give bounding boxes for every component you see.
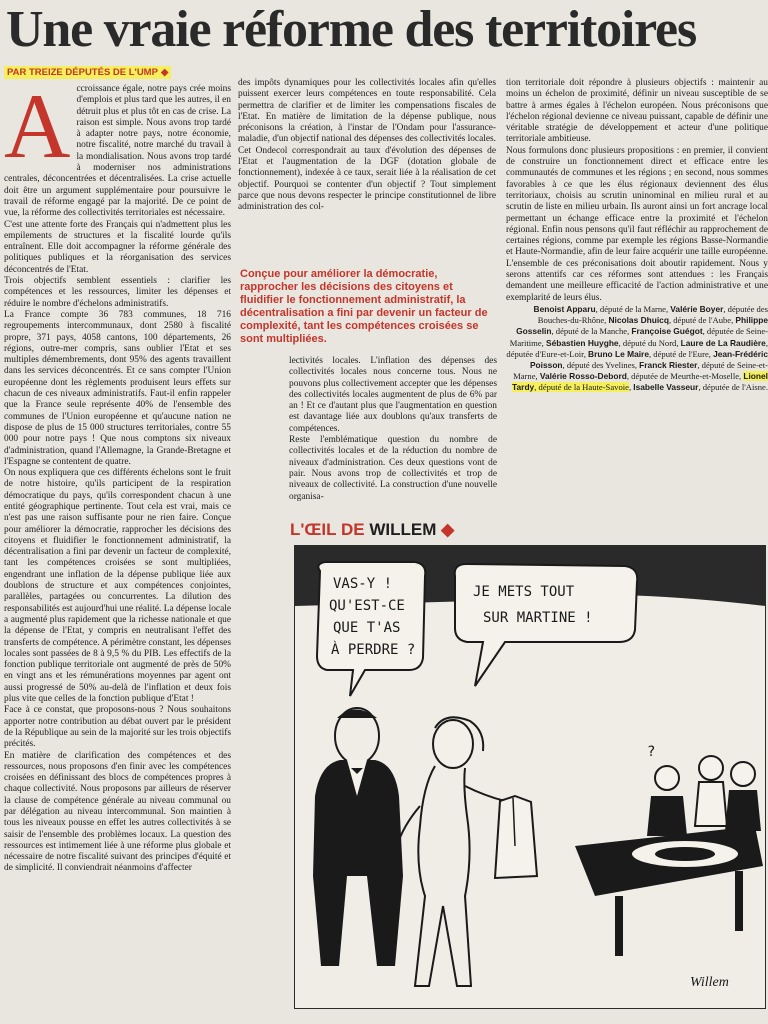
signer-name: Valérie Rosso-Debord	[539, 371, 627, 382]
drop-cap: A	[4, 84, 71, 177]
bubble-line: JE METS TOUT	[473, 584, 575, 600]
paragraph: ccroissance égale, notre pays crée moins d'emplois et plus tard que les autres, il en détruit plus et plus tôt en cas de crise. La raison est simple. Nous avons trop tardé à adapter notre pays, notre économie, notre fiscalité, notre marché du travail à la mondialisation. Nous avons trop tardé à moderniser nos administrations centrales, déconcentrées et décentralisées. La crise actuelle doit être un argument supplémentaire pour poursuivre le travail de réforme engagé par la majorité. De ce point de vue, la réforme des collectivités territoriales est nécessaire.	[4, 84, 231, 219]
cartoon-panel	[294, 545, 766, 1009]
signer-role: , députée des Bouches-du-Rhône,	[537, 303, 768, 326]
jacket-icon	[495, 796, 537, 878]
bubble-line: À PERDRE ?	[331, 642, 416, 658]
gamblers	[647, 756, 761, 836]
paragraph: Nous formulons donc plusieurs propositions : en premier, il convient de construire un fonctionnement direct et efficace entre les communautés de communes et les régions ; en second, nous sommes favorables à ce que les élus régionaux deviennent des élus territoriaux, choisis au scrutin uninominal en milieu rural et au scrutin de liste en milieu urbain. Ils auront ainsi un fort ancrage local permettant un échange efficace entre la proximité et l'échelon régional. Enfin nous pensons qu'il faut réfléchir au rapprochement de certaines régions, comme par exemple les régions Basse-Normandie et Haute-Normandie, afin de leur faire acquérir une taille européenne. L'ensemble de ces préconisations doit aboutir rapidement. Nous y serons attentifs car ces réformes sont attendues : les Français demandent une meilleure efficacité de l'action administrative et une exemplarité de leurs élus.	[506, 145, 768, 303]
bubble-line: QUE T'AS	[333, 620, 401, 636]
paragraph: Reste l'emblématique question du nombre de collectivités locales et de la réduction du nombre de niveaux d'administration. Ces deux questions vont de pair. Nous avons trop de collectivités et trop de niveaux de collectivité. La construction d'une nouvelle organisa-	[289, 435, 497, 502]
signer-name: Laure de La Raudière	[680, 337, 766, 348]
paragraph: des impôts dynamiques pour les collectivités locales afin qu'elles puissent exercer leurs compétences en toute responsabilité. Cela permettra de clarifier et de limiter les compensations fiscales de l'Etat. En matière de limitation de la dépense publique, nous préconisons la création, à l'instar de l'Ondam pour l'assurance-maladie, d'un objectif national des dépenses des collectivités locales. Cet Ondecol correspondrait au taux d'évolution des dépenses de l'Etat et l'augmentation de la DGF (dotation globale de fonctionnement), indexée à ce taux, serait liée à la réalisation de cet objectif. Pourquoi se contenter d'un objectif ? Tout simplement parce que nous devons respecter le principe constitutionnel de libre administration des col-	[238, 78, 496, 213]
signer-role: , députée de Meurthe-et-Moselle,	[626, 371, 744, 382]
cartoon-title-author: WILLEM	[369, 520, 437, 539]
cartoon-title	[290, 520, 454, 540]
signer-name: Philippe Gosselin	[516, 315, 768, 337]
signer-role: , députée de l'Aisne.	[698, 382, 768, 393]
signer-role: , député du Nord,	[618, 337, 681, 348]
naked-man	[397, 717, 505, 986]
article-column-1	[4, 84, 231, 1020]
signer-name: Lionel Tardy	[512, 371, 768, 393]
signer-role: , députée de Seine-Maritime,	[509, 326, 768, 348]
bubble-line: SUR MARTINE !	[483, 610, 593, 626]
signer-name: Benoist Apparu	[533, 303, 596, 314]
paragraph: En matière de clarification des compétences et des ressources, nous proposons d'en finir avec les compétences croisées en définissant des blocs de compétences propres à chaque collectivité. Nous proposons par ailleurs de réserver la clause de compétence générale au niveau communal ou par délégation au niveau intercommunal. Son maintien à tous les niveaux pousse en effet les autres collectivités à se saisir de l'ensemble des problèmes locaux. La question des ressources est intimement liée à une réforme plus globale et nécessaire de notre fiscalité suivant des principes d'équité et de simplicité. Il conviendrait néanmoins d'affecter	[4, 750, 231, 874]
headline: Une vraie réforme des territoires	[6, 1, 696, 58]
signer-role: , député de l'Aube,	[668, 315, 736, 326]
article-column-2-continued	[289, 356, 497, 526]
byline	[4, 66, 171, 79]
pull-quote: Conçue pour améliorer la démocratie, rapprocher les décisions des citoyens et fluidifier le fonctionnement administratif, la décentralisation a fini par devenir un facteur de complexité, tant les compétences croisées se sont multipliées.	[240, 268, 488, 345]
signer-role: , député de la Marne,	[595, 303, 671, 314]
article-column-3	[506, 78, 768, 493]
paragraph: C'est une attente forte des Français qui n'admettent plus les empilements de structures et la fiscalité lourde qu'ils entraînent. Elle doit accompagner la réforme générale des politiques publiques et la réorganisation des services déconcentrés de l'Etat.	[4, 219, 231, 275]
cartoon-drawing	[295, 546, 765, 1008]
signer-role: , député de Seine-et-Marne,	[513, 359, 768, 382]
arrow-icon: ◆	[441, 520, 455, 539]
signer-name: Franck Riester	[639, 359, 698, 370]
signer-role: , député de l'Eure,	[648, 348, 714, 359]
cartoon-title-prefix: L'ŒIL DE	[290, 520, 365, 539]
speech-bubble-left	[317, 562, 425, 696]
article-column-2	[238, 78, 496, 258]
signer-name: Jean-Frédéric Poisson	[529, 348, 768, 370]
signer-name: Nicolas Dhuicq	[608, 315, 669, 326]
paragraph: La France compte 36 783 communes, 18 716 regroupements intercommunaux, dont 2580 à fiscalité propre, 371 pays, 4058 cantons, 100 départements, 26 régions, outre-mer compris, sans oublier l'Etat et ses multiples démembrements, dont 95% des agents travaillent dans les services déconcentrés. Et ce sans compter l'Union européenne dont les règlements produisent leurs effets sur chacun de ces niveaux administratifs. Faut-il enfin rappeler que la France seule représente 40% de l'ensemble des communes de l'Union européenne et qu'aucune nation ne dispose de plus de 15 000 structures territoriales, contre 55 000 pour notre pays ! Que nous comptons six niveaux d'administration, quand l'Allemagne, la Grande-Bretagne et l'Espagne se contentent de quatre.	[4, 309, 231, 467]
signer-name: Valérie Boyer	[670, 303, 724, 314]
bubble-line: VAS-Y !	[333, 576, 393, 592]
signer-role: , député de la Haute-Savoie	[534, 382, 629, 393]
signer-role: , députée d'Eure-et-Loir,	[506, 337, 768, 359]
signer-name: Bruno Le Maire	[588, 348, 649, 359]
signer-name: Françoise Guégot	[631, 326, 703, 337]
tuxedo-man	[313, 708, 403, 966]
paragraph: On nous expliquera que ces différents échelons sont le fruit de notre histoire, qu'ils participent de la respiration démocratique du pays, qu'ils correspondent chacun à une entité géographique pertinente. Tout cela est vrai, mais ce n'est pas une raison suffisante pour ne rien faire. Conçue pour améliorer la démocratie, rapprocher les décisions des citoyens et fluidifier le fonctionnement administratif, la décentralisation a fini par devenir un facteur de complexité, tant les compétences croisées se sont multipliées, engendrant une inflation de la dépense publique liée aux doublons de structure et aux compétences conjointes, parallèles, partagées ou concurrentes. La dilution des responsabilités est aujourd'hui une réalité. La dépense locale a augmenté plus rapidement que la richesse nationale et que la dépense de l'Etat, y compris en neutralisant l'effet des transferts de compétence. A périmètre constant, les dépenses locales sont passées de 8 à 9,5 % du PIB. Les effectifs de la fonction publique territoriale ont augmenté de près de 50% en vingt ans et les rémunérations moyennes par agent ont aussi progressé de 50% au-delà de l'inflation et deux fois plus vite que celles de la fonction publique d'Etat !	[4, 468, 231, 705]
arrow-icon: ◆	[160, 67, 169, 78]
signers-list	[506, 304, 768, 394]
signer-role: , député de la Manche,	[551, 326, 632, 337]
separator: ,	[628, 382, 634, 393]
signer-role: , député des Yvelines,	[562, 359, 640, 370]
paragraph: lectivités locales. L'inflation des dépenses des collectivités locales nous concerne tous. Nous ne pouvons plus collectivement accepter que les dépenses des collectivités locales augmentent de plus de 6% par an ! Et ce d'autant plus que l'augmentation en question est davantage liée aux doublons qu'aux transferts de compétences.	[289, 356, 497, 434]
byline-text: PAR TREIZE DÉPUTÉS DE L'UMP	[7, 67, 158, 78]
signer-name: Sébastien Huyghe	[545, 337, 619, 348]
question-mark: ?	[647, 744, 656, 760]
roulette-table	[575, 826, 763, 956]
signer-name: Isabelle Vasseur	[633, 382, 699, 393]
paragraph: Face à ce constat, que proposons-nous ? Nous souhaitons apporter notre contribution au débat ouvert par le président de la République au sein de la majorité sur les trois objectifs précités.	[4, 705, 231, 750]
artist-signature: Willem	[690, 975, 729, 990]
paragraph: tion territoriale doit répondre à plusieurs objectifs : maintenir au moins un échelon de proximité, définir un niveau susceptible de se battre à armes égales à l'échelon européen. Nous préconisons que l'échelon régional devienne ce niveau puissant, capable de définir une véritable stratégie de développement et acteur d'une politique territoriale ambitieuse.	[506, 78, 768, 145]
bubble-line: QU'EST-CE	[329, 598, 405, 614]
speech-bubble-right	[455, 564, 638, 686]
paragraph: Trois objectifs semblent essentiels : clarifier les compétences et les ressources, limiter les dépenses et réduire le nombre d'échelons administratifs.	[4, 276, 231, 309]
